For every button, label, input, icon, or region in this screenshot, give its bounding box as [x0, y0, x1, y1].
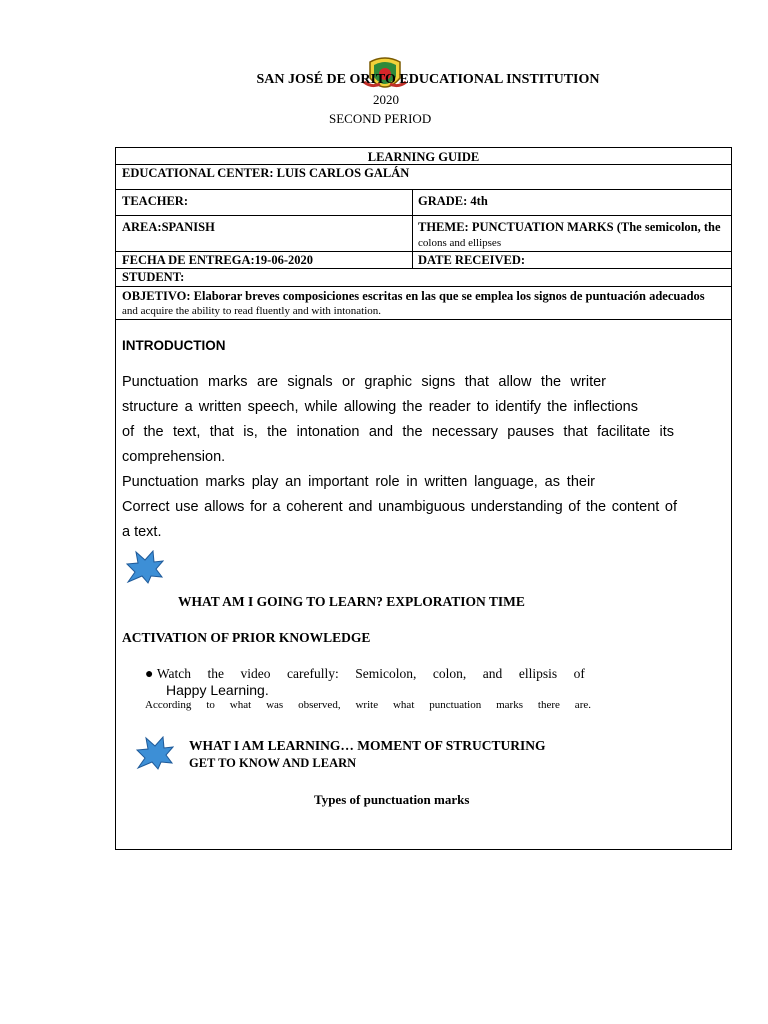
structuring-subtitle: GET TO KNOW AND LEARN: [189, 756, 357, 770]
starburst-icon: [126, 550, 164, 584]
introduction-title: INTRODUCTION: [122, 338, 226, 353]
exploration-title: WHAT AM I GOING TO LEARN? EXPLORATION TIME: [178, 594, 525, 609]
educational-center: EDUCATIONAL CENTER: LUIS CARLOS GALÁN: [122, 166, 410, 180]
date-received: DATE RECEIVED:: [418, 253, 526, 267]
institution-title: SAN JOSÉ DE ORITO EDUCATIONAL INSTITUTION: [256, 72, 600, 87]
area-row: [116, 216, 731, 252]
intro-line: a text.: [122, 524, 162, 540]
intro-line: Correct use allows for a coherent and unambiguous understanding of the content of: [122, 499, 677, 515]
video-title: Happy Learning.: [166, 682, 269, 698]
table-title-row: [116, 148, 731, 165]
teacher-label: TEACHER:: [122, 194, 188, 208]
introduction-text: [122, 370, 677, 545]
observation-instruction: According to what was observed, write what punctuation marks there are.: [145, 699, 591, 711]
objective-row: [116, 287, 731, 320]
types-heading: Types of punctuation marks: [314, 792, 470, 807]
area-label: AREA:SPANISH: [122, 220, 215, 234]
table-title: LEARNING GUIDE: [367, 150, 480, 164]
delivery-date: FECHA DE ENTREGA:19-06-2020: [122, 253, 313, 267]
structuring-title: WHAT I AM LEARNING… MOMENT OF STRUCTURING: [189, 738, 546, 753]
intro-line: comprehension.: [122, 449, 226, 465]
year-label: 2020: [373, 92, 399, 107]
theme-label: THEME: PUNCTUATION MARKS (The semicolon, the colons and ellipses: [418, 220, 721, 249]
student-label: STUDENT:: [122, 270, 185, 284]
bullet-dot-icon: ●: [145, 667, 154, 682]
intro-line: structure a written speech, while allowing the reader to identify the inflections: [122, 399, 638, 415]
objective-text: OBJETIVO: Elaborar breves composiciones escritas en las que se emplea los signos de puntuación adecuados and acquire the ability to read fluently and with intonation.: [122, 289, 705, 317]
intro-line: of the text, that is, the intonation and the necessary pauses that facilitate its: [122, 424, 674, 440]
grade-label: GRADE: 4th: [418, 194, 488, 208]
intro-line: Punctuation marks are signals or graphic signs that allow the writer: [122, 374, 606, 390]
activation-title: ACTIVATION OF PRIOR KNOWLEDGE: [122, 630, 371, 645]
center-row: [116, 165, 731, 190]
teacher-row: [116, 190, 731, 216]
starburst-icon: [136, 736, 174, 770]
date-row: [116, 252, 731, 269]
learning-guide-table: [115, 147, 732, 320]
video-instruction: ● Watch the video carefully: Semicolon, colon, and ellipsis of: [145, 666, 585, 682]
student-row: [116, 269, 731, 287]
intro-line: Punctuation marks play an important role in written language, as their: [122, 474, 595, 490]
period-label: SECOND PERIOD: [329, 111, 432, 126]
